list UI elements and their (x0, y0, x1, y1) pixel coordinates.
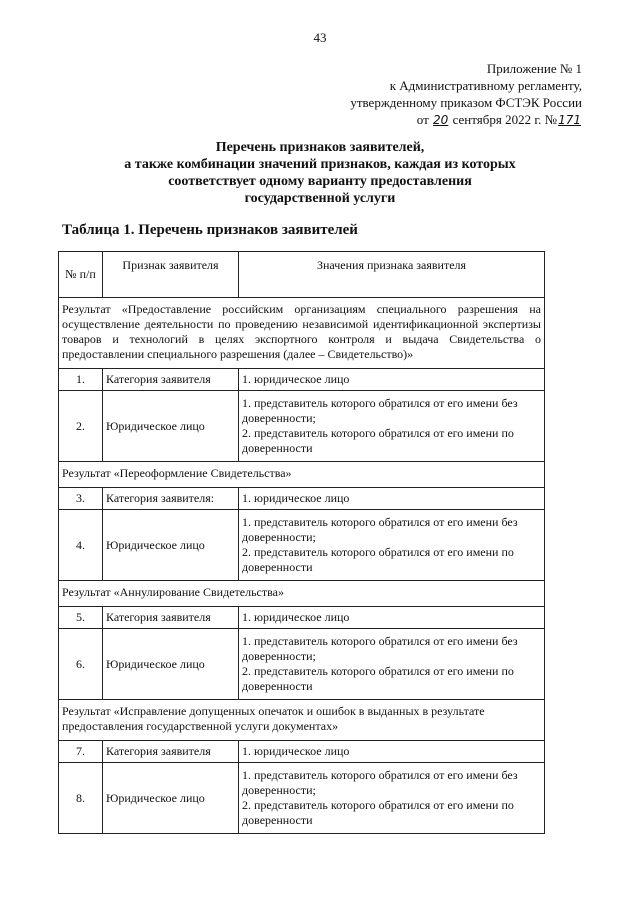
date-middle: сентября 2022 г. № (452, 112, 558, 127)
result-row (59, 462, 545, 488)
row-attribute: Юридическое лицо (103, 510, 239, 581)
appendix-date-line (350, 111, 582, 129)
title-line-2: а также комбинации значений признаков, каждая из которых (124, 157, 516, 172)
appendix-header (350, 60, 582, 129)
result-text: Результат «Исправление допущенных опечаток и ошибок в выданных в результате предоставления государственной услуги документах» (59, 700, 545, 741)
row-number: 8. (59, 763, 103, 834)
date-prefix: от (416, 112, 429, 127)
table-row (59, 369, 545, 391)
table-row (59, 629, 545, 700)
row-values (239, 510, 545, 581)
row-number: 1. (59, 369, 103, 391)
row-number: 2. (59, 391, 103, 462)
appendix-line-3: утвержденному приказом ФСТЭК России (350, 95, 582, 110)
title-line-3: соответствует одному варианту предоставления (168, 174, 472, 189)
row-attribute: Категория заявителя: (103, 488, 239, 510)
row-attribute: Категория заявителя (103, 607, 239, 629)
value-item: 1. юридическое лицо (242, 491, 350, 505)
title-line-4: государственной услуги (244, 191, 396, 206)
row-values (239, 629, 545, 700)
row-number: 5. (59, 607, 103, 629)
result-row (59, 298, 545, 369)
row-number: 6. (59, 629, 103, 700)
appendix-line-1: Приложение № 1 (486, 61, 582, 76)
page-number: 43 (313, 30, 327, 45)
row-attribute: Категория заявителя (103, 741, 239, 763)
table-row (59, 763, 545, 834)
row-values (239, 391, 545, 462)
value-item: 1. представитель которого обратился от его имени без доверенности; (242, 396, 518, 425)
table-row (59, 391, 545, 462)
header-values: Значения признака заявителя (239, 252, 545, 298)
row-attribute: Юридическое лицо (103, 629, 239, 700)
row-values (239, 741, 545, 763)
table-row (59, 510, 545, 581)
result-row (59, 700, 545, 741)
applicant-attributes-table (58, 251, 545, 834)
result-text: Результат «Переоформление Свидетельства» (59, 462, 545, 488)
row-number: 7. (59, 741, 103, 763)
row-number: 4. (59, 510, 103, 581)
row-values (239, 488, 545, 510)
row-values (239, 607, 545, 629)
title-line-1: Перечень признаков заявителей, (215, 140, 425, 155)
row-attribute: Категория заявителя (103, 369, 239, 391)
handwritten-day: 20 (433, 113, 449, 127)
row-values (239, 763, 545, 834)
row-values (239, 369, 545, 391)
table-caption: Таблица 1. Перечень признаков заявителей (62, 222, 358, 238)
value-item: 2. представитель которого обратился от его имени по доверенности (242, 545, 514, 574)
document-title (60, 139, 580, 207)
value-item: 2. представитель которого обратился от его имени по доверенности (242, 664, 514, 693)
result-row (59, 581, 545, 607)
header-attribute: Признак заявителя (103, 252, 239, 298)
table-row (59, 741, 545, 763)
result-text: Результат «Аннулирование Свидетельства» (59, 581, 545, 607)
table-header-row (59, 252, 545, 298)
value-item: 1. юридическое лицо (242, 372, 350, 386)
value-item: 1. юридическое лицо (242, 744, 350, 758)
table-row (59, 607, 545, 629)
value-item: 1. представитель которого обратился от его имени без доверенности; (242, 634, 518, 663)
value-item: 2. представитель которого обратился от его имени по доверенности (242, 798, 514, 827)
handwritten-order-number: 171 (558, 113, 581, 127)
row-attribute: Юридическое лицо (103, 391, 239, 462)
row-number: 3. (59, 488, 103, 510)
value-item: 1. представитель которого обратился от его имени без доверенности; (242, 768, 518, 797)
value-item: 2. представитель которого обратился от его имени по доверенности (242, 426, 514, 455)
appendix-line-2: к Административному регламенту, (389, 78, 582, 93)
result-text: Результат «Предоставление российским организациям специального разрешения на осуществление деятельности по проведению независимой идентификационной экспертизы товаров и технологий в целях экспортного контроля и выдача Свидетельства о предоставлении специального разрешения (далее – Свидетельство)» (59, 298, 545, 369)
value-item: 1. юридическое лицо (242, 610, 350, 624)
header-number: № п/п (59, 252, 103, 298)
value-item: 1. представитель которого обратился от его имени без доверенности; (242, 515, 518, 544)
row-attribute: Юридическое лицо (103, 763, 239, 834)
table-row (59, 488, 545, 510)
